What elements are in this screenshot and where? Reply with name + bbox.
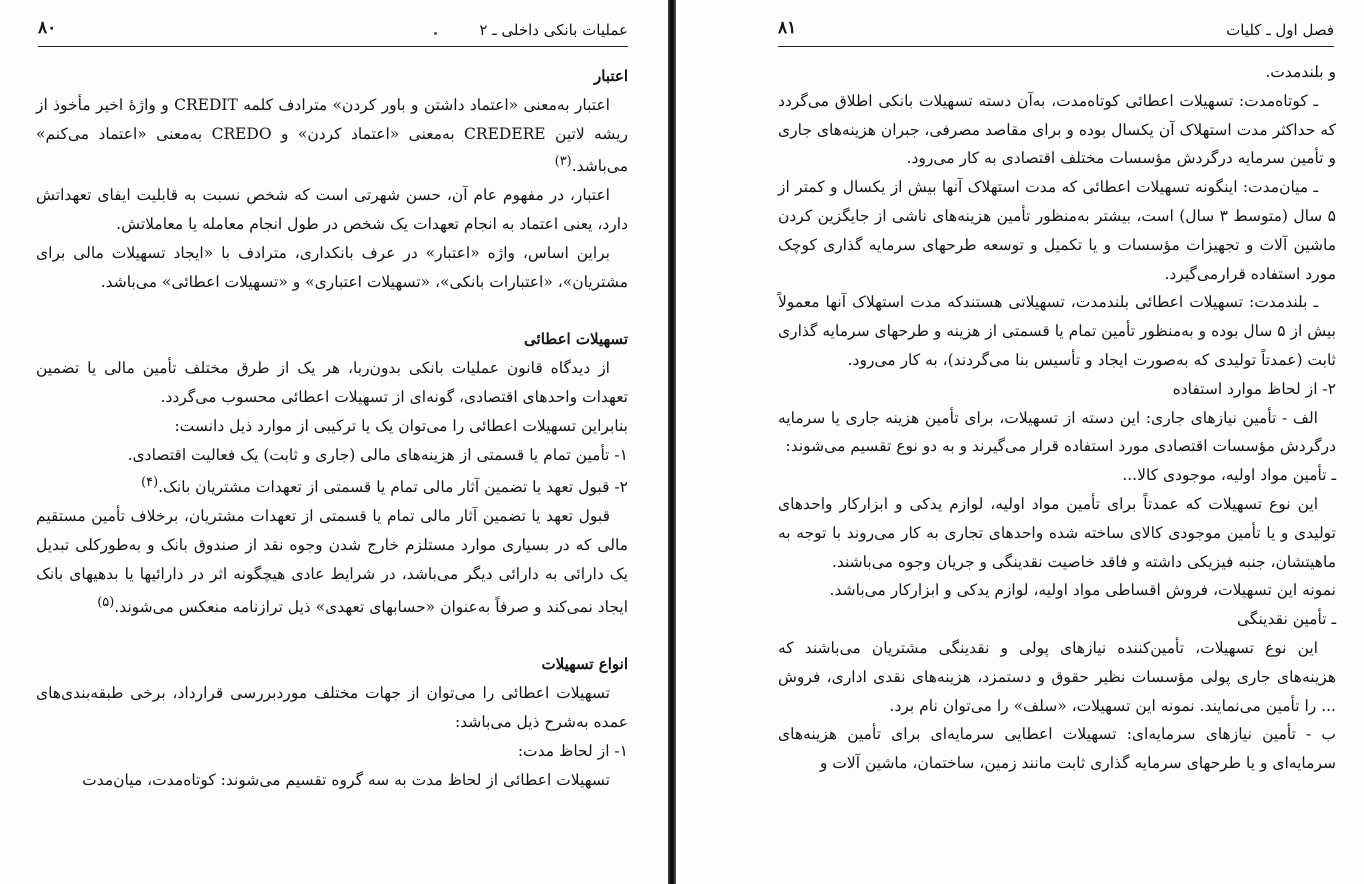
running-title: عملیات بانکی داخلی ـ ۲ [479, 21, 628, 39]
paragraph: الف - تأمین نیازهای جاری: این دسته از تسهیلات، برای تأمین هزینه جاری یا سرمایه درگردش مؤسسات اقتصادی مورد استفاده قرار می‌گیرند و به دو نوع تقسیم می‌شوند: [778, 408, 1336, 456]
sub-heading: ـ تأمین مواد اولیه، موجودی کالا... [1122, 466, 1336, 485]
paragraph: تسهیلات اعطائی را می‌توان از جهات مختلف موردبررسی قرارداد، برخی طبقه‌بندی‌های عمده به‌شرح ذیل می‌باشد: [36, 684, 628, 731]
header-rule [778, 46, 1334, 47]
section-heading: انواع تسهیلات [541, 655, 628, 674]
footnote-ref: (۳) [554, 154, 572, 170]
paragraph: ـ میان‌مدت: اینگونه تسهیلات اعطائی که مدت استهلاک آنها بیش از یکسال و کمتر از ۵ سال (متوسط ۳ سال) است، بیشتر به‌منظور تأمین هزینه‌های ناشی از جایگزین کردن ماشین آلات و تجهیزات مؤسسات و یا تکمیل و توسعه طرحهای سرمایه گذاری کوچک مورد استفاده قرارمی‌گیرد. [778, 178, 1336, 283]
paragraph-text: اعتبار به‌معنی «اعتماد داشتن و باور کردن» مترادف کلمه CREDIT و واژهٔ اخیر مأخوذ از ریشه لاتین CREDERE به‌معنی «اعتماد کردن» و CREDO به‌معنی «اعتماد می‌کنم» می‌باشد. [36, 95, 628, 176]
page-header [38, 18, 628, 44]
page-header [778, 18, 1334, 44]
section-heading: تسهیلات اعطائی [524, 330, 628, 349]
list-item: ۲- از لحاظ موارد استفاده [1172, 379, 1336, 398]
right-page [676, 0, 1364, 884]
paragraph: این نوع تسهیلات که عمدتاً برای تأمین مواد اولیه، لوازم یدکی و ابزارکار واحدهای تولیدی و یا تأمین موجودی کالای ساخته شده واحدهای تجاری به کار می‌روند با توجه به ماهیتشان، جنبه فیزیکی داشته و فاقد خاصیت نقدینگی و جریان وجوه می‌باشند. [778, 494, 1336, 571]
list-item: ۱- از لحاظ مدت: [517, 741, 628, 760]
footnote-ref: (۴) [141, 475, 159, 491]
left-page [0, 0, 668, 884]
speck [434, 32, 437, 35]
paragraph: بنابراین تسهیلات اعطائی را می‌توان یک یا ترکیبی از موارد ذیل دانست: [174, 416, 628, 435]
sub-heading: ـ تأمین نقدینگی [1237, 610, 1336, 629]
paragraph: این نوع تسهیلات، تأمین‌کننده نیازهای پولی و نقدینگی مشتریان می‌باشند که هزینه‌های جاری پولی مؤسسات نظیر حقوق و دستمزد، هزینه‌های نقدی اداری، فروش ... را تأمین می‌نمایند. نمونه این تسهیلات، «سلف» را می‌توان نام برد. [778, 638, 1336, 715]
header-rule [38, 46, 628, 47]
list-item [36, 469, 628, 502]
paragraph: و بلندمدت. [1265, 63, 1336, 81]
list-item-text: ۲- قبول تعهد یا تضمین آثار مالی تمام یا قسمتی از تعهدات مشتریان بانک. [158, 478, 628, 497]
paragraph [36, 91, 628, 182]
paragraph [36, 502, 628, 621]
paragraph: ـ کوتاه‌مدت: تسهیلات اعطائی کوتاه‌مدت، به‌آن دسته تسهیلات بانکی اطلاق می‌گردد که حداکثر مدت استهلاک آن یکسال بوده و برای مقاصد مصرفی، جبران هزینه‌های جاری و تأمین سرمایه درگردش مؤسسات مختلف اقتصادی به کار می‌رود. [778, 91, 1336, 168]
paragraph: ب - تأمین نیازهای سرمایه‌ای: تسهیلات اعطایی سرمایه‌ای برای تأمین هزینه‌های سرمایه‌ای و یا طرحهای سرمایه گذاری ثابت مانند زمین، ساختمان، ماشین آلات و [778, 725, 1336, 773]
paragraph: تسهیلات اعطائی از لحاظ مدت به سه گروه تقسیم می‌شوند: کوتاه‌مدت، میان‌مدت [82, 770, 610, 789]
page-number: ۸۰ [38, 18, 57, 38]
page-body [36, 62, 628, 794]
section-heading: اعتبار [594, 67, 628, 85]
running-title: فصل اول ـ کلیات [1226, 21, 1334, 39]
paragraph: از دیدگاه قانون عملیات بانکی بدون‌ربا، هر یک از طرق مختلف تأمین مالی یا تضمین تعهدات واحدهای اقتصادی، گونه‌ای از تسهیلات اعطائی محسوب می‌گردد. [36, 359, 628, 406]
page-number: ۸۱ [778, 18, 797, 38]
list-item: ۱- تأمین تمام یا قسمتی از هزینه‌های مالی (جاری و ثابت) یک فعالیت اقتصادی. [127, 445, 628, 464]
book-spine [668, 0, 676, 884]
paragraph: نمونه این تسهیلات، فروش اقساطی مواد اولیه، لوازم یدکی و ابزارکار می‌باشد. [829, 581, 1336, 600]
page-body [778, 58, 1336, 778]
paragraph-text: قبول تعهد یا تضمین آثار مالی تمام یا قسمتی از تعهدات مشتریان، برخلاف تأمین مستقیم مالی که در بسیاری موارد مستلزم خارج شدن وجوه نقد از صندوق بانک و به‌طورکلی تبدیل یک دارائی به دارائی دیگر می‌باشد، در شرایط عادی هیچگونه اثر در دارائیها یا بدهیهای بانک ایجاد نمی‌کند و صرفاً به‌عنوان «حسابهای تعهدی» ذیل ترازنامه منعکس می‌شوند. [36, 507, 628, 616]
paragraph: اعتبار، در مفهوم عام آن، حسن شهرتی است که شخص نسبت به قابلیت ایفای تعهداتش دارد، یعنی اعتماد به انجام تعهدات یک شخص در طول انجام معامله یا معاملاتش. [36, 186, 628, 234]
paragraph: ـ بلندمدت: تسهیلات اعطائی بلندمدت، تسهیلاتی هستندکه مدت استهلاک آنها معمولاً بیش از ۵ سال بوده و به‌منظور تأمین تمام یا قسمتی از هزینه و طرحهای سرمایه گذاری ثابت (عمدتاً تولیدی که به‌صورت ایجاد و تأسیس بنا می‌گردند)، به کار می‌رود. [778, 293, 1336, 369]
footnote-ref: (۵) [97, 594, 115, 610]
paragraph: براین اساس، واژه «اعتبار» در عرف بانکداری، مترادف با «ایجاد تسهیلات مالی برای مشتریان»، «اعتبارات بانکی»، «تسهیلات اعتباری» و «تسهیلات اعطائی» می‌باشد. [36, 243, 628, 291]
